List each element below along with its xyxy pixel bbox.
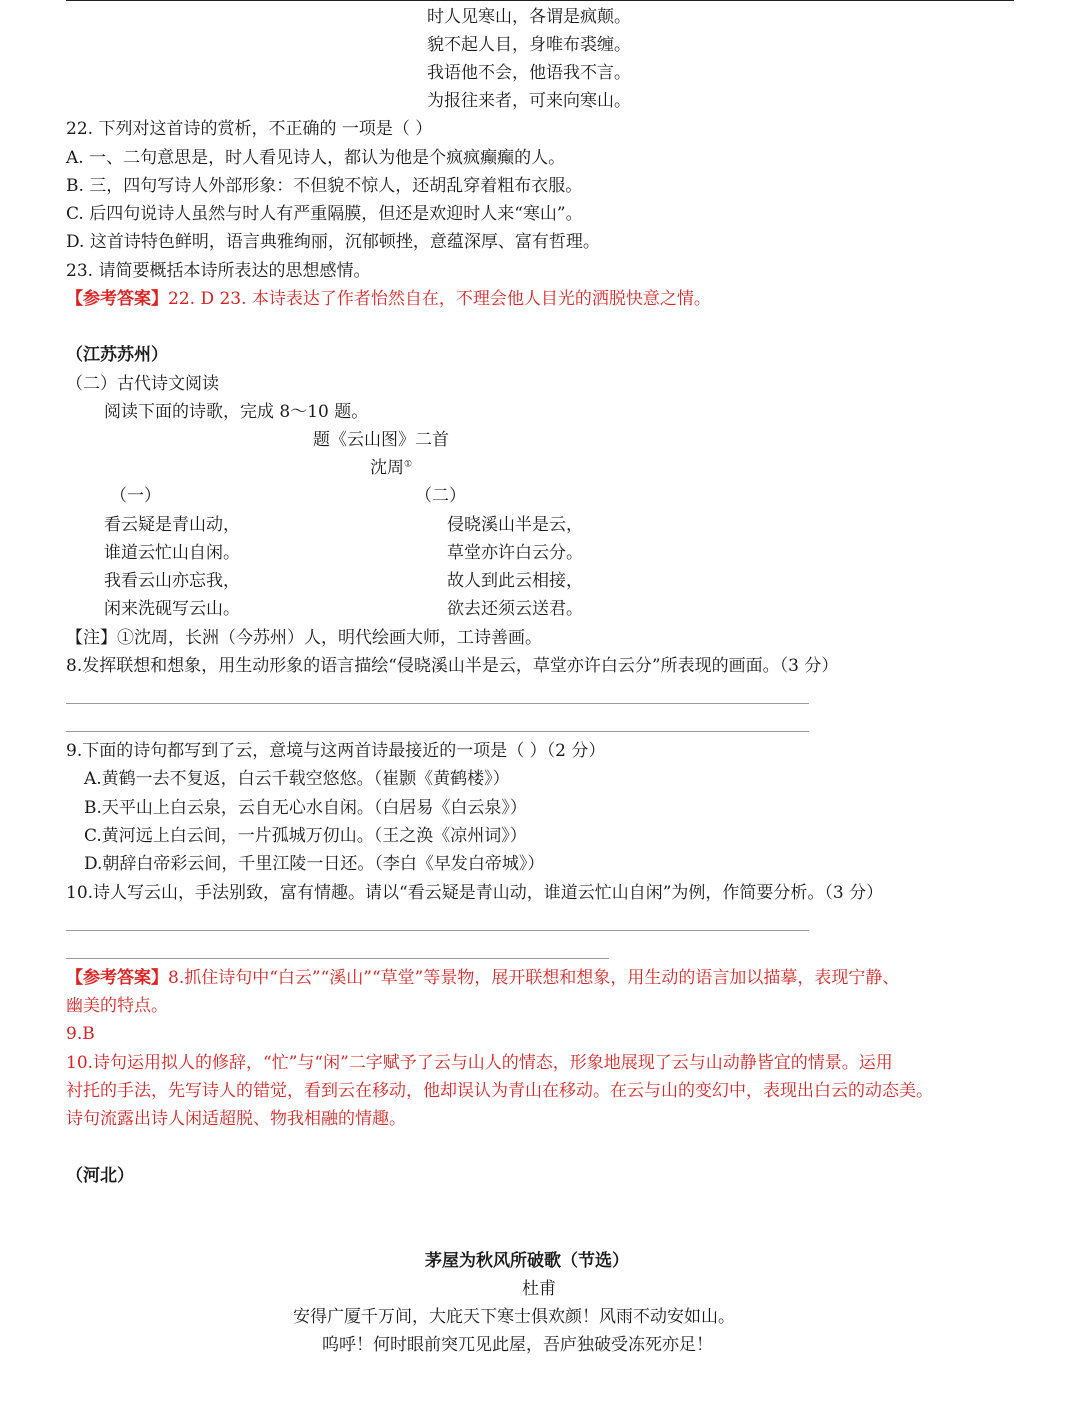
answer-text: 22. D 23. 本诗表达了作者怡然自在，不理会他人目光的洒脱快意之情。 [168,289,711,309]
poem-part-2-label: （二） [415,486,466,506]
poem-part-2-line: 草堂亦许白云分。 [447,543,583,563]
answer-9: 9.B [66,1024,95,1044]
poem-line: 安得广厦千万间，大庇天下寒士俱欢颜！风雨不动安如山。 [293,1307,735,1327]
poem-part-1-line: 看云疑是青山动， [104,515,240,535]
answer-label: 【参考答案】 [66,968,168,988]
poem-line: 我语他不会，他语我不言。 [427,63,631,83]
poem-part-1-line: 我看云山亦忘我， [104,571,240,591]
author-name: 沈周 [370,458,404,478]
question-9-option-a: A.黄鹤一去不复返，白云千载空悠悠。（崔颢《黄鹤楼》） [84,769,510,789]
question-22-option-d: D. 这首诗特色鲜明，语言典雅绚丽，沉郁顿挫，意蕴深厚、富有哲理。 [66,232,600,252]
poem-part-1-label: （一） [110,486,161,506]
answer-block-1 [66,285,711,313]
answer-8-text: 8.抓住诗句中“白云”“溪山”“草堂”等景物，展开联想和想象，用生动的语言加以描摹，表现宁静、 [168,968,900,988]
region-heading-suzhou: （江苏苏州） [66,345,168,365]
question-23: 23. 请简要概括本诗所表达的思想感情。 [66,261,371,281]
poem-part-1-line: 闲来洗砚写云山。 [104,599,240,619]
poem-line: 为报往来者，可来向寒山。 [427,91,631,111]
poem-author: 杜甫 [522,1279,556,1299]
answer-line [66,930,809,931]
question-10: 10.诗人写云山，手法别致，富有情趣。请以“看云疑是青山动，谁道云忙山自闲”为例，作简要分析。（3 分） [66,883,884,903]
answer-line [66,703,809,704]
answer-line [66,958,609,959]
footnote-marker: ① [404,459,413,470]
answer-10-line: 诗句流露出诗人闲适超脱、物我相融的情趣。 [66,1109,406,1129]
instruction: 阅读下面的诗歌，完成 8～10 题。 [104,402,369,422]
poem-part-2-line: 侵晓溪山半是云， [447,515,583,535]
question-22-option-a: A. 一、二句意思是，时人看见诗人，都认为他是个疯疯癫癫的人。 [66,148,566,168]
section-heading: （二）古代诗文阅读 [66,374,219,394]
answer-8-continued: 幽美的特点。 [66,996,168,1016]
poem-part-2-line: 故人到此云相接， [447,571,583,591]
poem-line: 貌不起人目，身唯布裘缠。 [427,35,631,55]
question-22-option-b: B. 三，四句写诗人外部形象：不但貌不惊人，还胡乱穿着粗布衣服。 [66,176,583,196]
footnote: 【注】①沈周，长洲（今苏州）人，明代绘画大师，工诗善画。 [66,628,542,648]
poem-line: 时人见寒山，各谓是疯颠。 [427,7,631,27]
answer-block-2 [66,964,899,992]
question-8: 8.发挥联想和想象，用生动形象的语言描绘“侵晓溪山半是云，草堂亦许白云分”所表现的画面。（3 分） [66,656,839,676]
poem-line: 呜呼！何时眼前突兀见此屋，吾庐独破受冻死亦足！ [322,1335,713,1355]
answer-10-line: 衬托的手法，先写诗人的错觉，看到云在移动，他却误认为青山在移动。在云与山的变幻中，表现出白云的动态美。 [66,1081,933,1101]
answer-10-line: 10.诗句运用拟人的修辞，“忙”与“闲”二字赋予了云与山人的情态，形象地展现了云与山动静皆宜的情景。运用 [66,1053,893,1073]
top-rule [66,0,1014,1]
question-22-stem: 22. 下列对这首诗的赏析，不正确的 一项是（ ） [66,119,433,139]
poem-part-1-line: 谁道云忙山自闲。 [104,543,240,563]
question-22-option-c: C. 后四句说诗人虽然与时人有严重隔膜，但还是欢迎时人来“寒山”。 [66,204,583,224]
question-9-option-b: B.天平山上白云泉，云自无心水自闲。（白居易《白云泉》） [84,798,527,818]
answer-line [66,731,809,732]
poem-part-2-line: 欲去还须云送君。 [447,599,583,619]
poem-author [370,454,412,482]
question-9-option-d: D.朝辞白帝彩云间，千里江陵一日还。（李白《早发白帝城》） [84,854,545,874]
poem-title: 题《云山图》二首 [313,430,449,450]
question-9: 9.下面的诗句都写到了云，意境与这两首诗最接近的一项是（ ）（2 分） [66,741,606,761]
region-heading-hebei: （河北） [66,1166,134,1186]
answer-label: 【参考答案】 [66,289,168,309]
poem-title: 茅屋为秋风所破歌（节选） [425,1251,629,1271]
question-9-option-c: C.黄河远上白云间，一片孤城万仞山。（王之涣《凉州词》） [84,826,527,846]
